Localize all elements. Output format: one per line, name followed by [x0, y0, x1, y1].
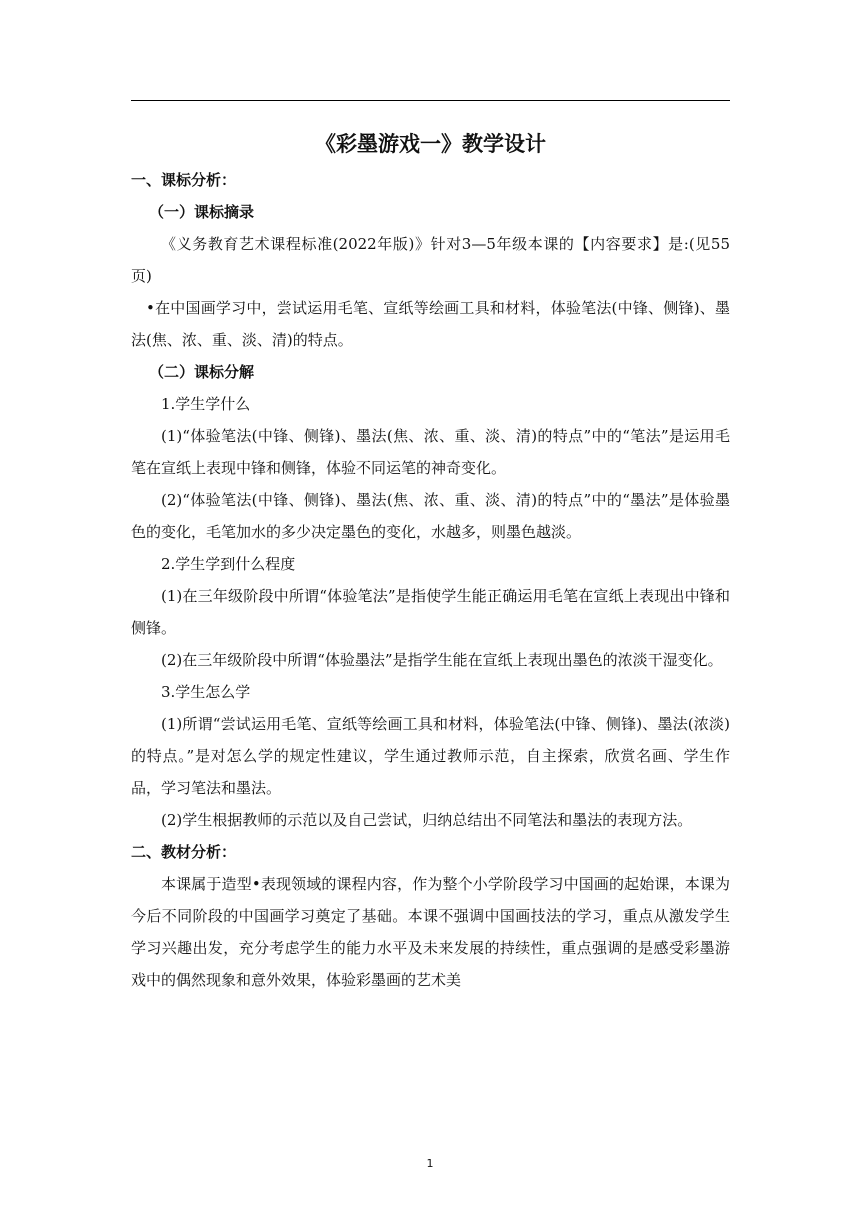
document-body — [131, 124, 730, 996]
paragraph-how-learn-1: (1)所谓“尝试运用毛笔、宣纸等绘画工具和材料，体验笔法(中锋、侧锋)、墨法(浓淡)的特点。”是对怎么学的规定性建议，学生通过教师示范，自主探索，欣赏名画、学生作品，学习笔法和墨法。 — [131, 715, 730, 797]
list-heading-level: 2.学生学到什么程度 — [161, 555, 296, 573]
list-heading-what-learn: 1.学生学什么 — [161, 395, 251, 413]
list-heading-how-learn: 3.学生怎么学 — [161, 683, 251, 701]
header-rule — [131, 100, 730, 101]
paragraph-level-1: (1)在三年级阶段中所谓“体验笔法”是指使学生能正确运用毛笔在宣纸上表现出中锋和侧锋。 — [131, 587, 730, 637]
document-title: 《彩墨游戏一》教学设计 — [315, 132, 546, 156]
page-number: 1 — [426, 1157, 434, 1170]
section-heading-standards: 一、课标分析： — [131, 171, 237, 189]
paragraph-level-2: (2)在三年级阶段中所谓“体验墨法”是指学生能在宣纸上表现出墨色的浓淡干湿变化。 — [161, 651, 723, 669]
paragraph-standard-reference: 《义务教育艺术课程标准(2022年版)》针对3—5年级本课的【内容要求】是:(见55页) — [131, 235, 730, 285]
paragraph-how-learn-2: (2)学生根据教师的示范以及自己尝试，归纳总结出不同笔法和墨法的表现方法。 — [161, 811, 693, 829]
subsection-heading-excerpt: （一）课标摘录 — [149, 203, 255, 221]
paragraph-standard-bullet: •在中国画学习中，尝试运用毛笔、宣纸等绘画工具和材料，体验笔法(中锋、侧锋)、墨法(焦、浓、重、淡、清)的特点。 — [131, 299, 730, 349]
paragraph-what-learn-2: (2)“体验笔法(中锋、侧锋)、墨法(焦、浓、重、淡、清)的特点”中的“墨法”是体验墨色的变化，毛笔加水的多少决定墨色的变化，水越多，则墨色越淡。 — [131, 491, 730, 541]
section-heading-textbook: 二、教材分析： — [131, 843, 237, 861]
subsection-heading-breakdown: （二）课标分解 — [149, 363, 255, 381]
paragraph-textbook-analysis: 本课属于造型•表现领域的课程内容，作为整个小学阶段学习中国画的起始课，本课为今后不同阶段的中国画学习奠定了基础。本课不强调中国画技法的学习，重点从激发学生学习兴趣出发，充分考虑学生的能力水平及未来发展的持续性，重点强调的是感受彩墨游戏中的偶然现象和意外效果，体验彩墨画的艺术美 — [131, 875, 730, 989]
paragraph-what-learn-1: (1)“体验笔法(中锋、侧锋)、墨法(焦、浓、重、淡、清)的特点”中的“笔法”是运用毛笔在宣纸上表现中锋和侧锋，体验不同运笔的神奇变化。 — [131, 427, 730, 477]
